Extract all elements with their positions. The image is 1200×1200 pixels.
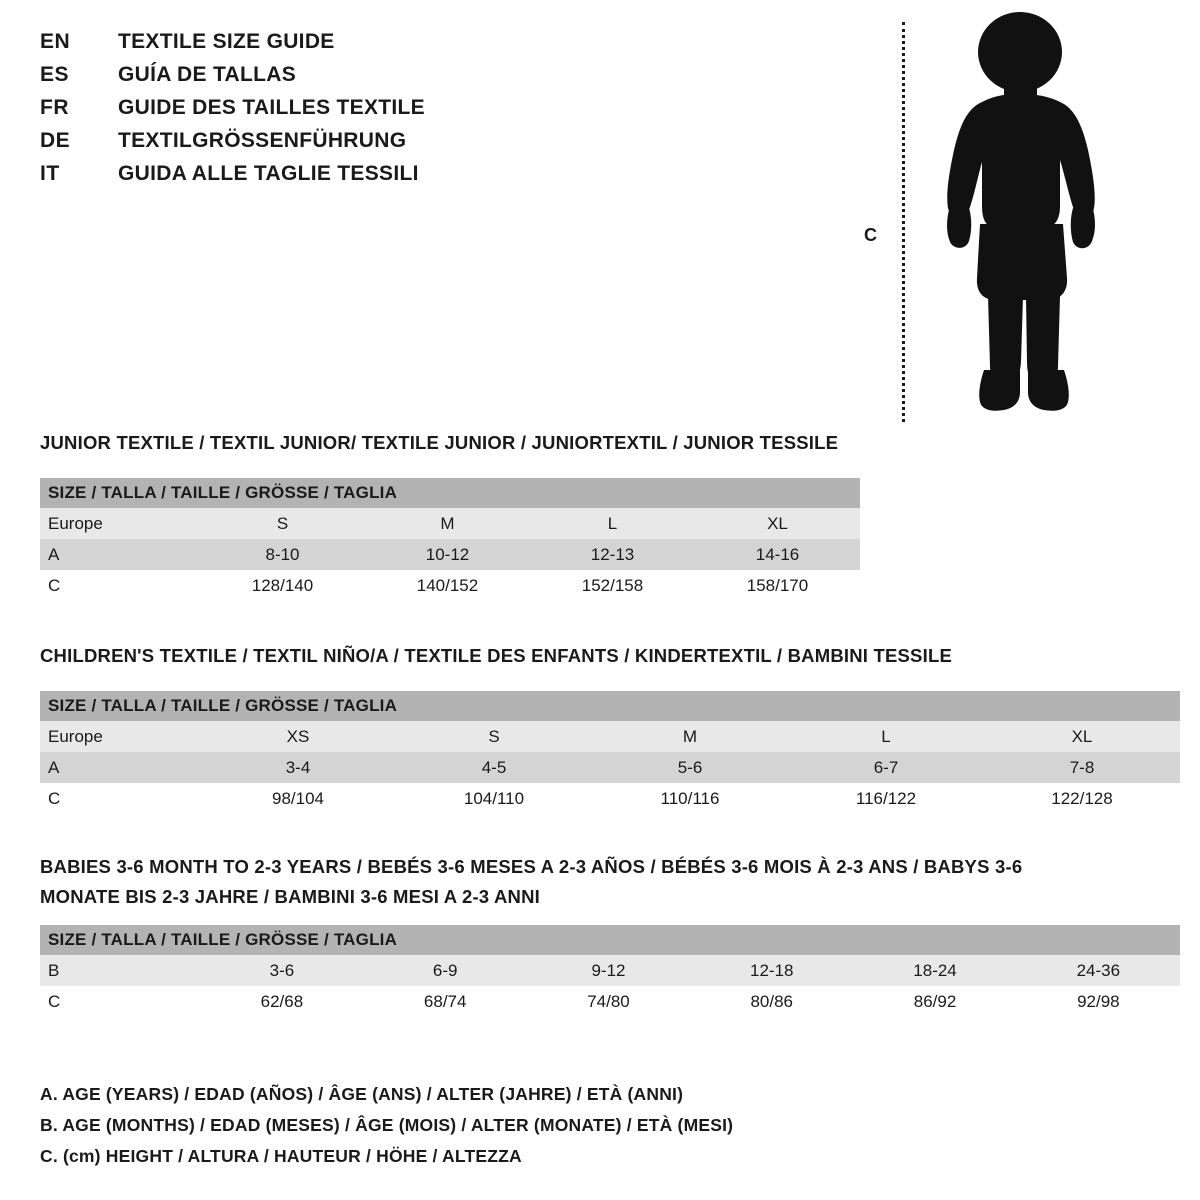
value-cell: 9-12	[527, 955, 690, 986]
value-cell: 104/110	[396, 783, 592, 814]
value-cell: 116/122	[788, 783, 984, 814]
height-marker-label: C	[864, 225, 877, 245]
value-cell: 6-7	[788, 752, 984, 783]
children-header-bar-label: SIZE / TALLA / TAILLE / GRÖSSE / TAGLIA	[40, 691, 1180, 721]
language-row	[40, 30, 740, 63]
table-row	[40, 570, 860, 601]
value-cell: 12-18	[690, 955, 853, 986]
height-dashed-line	[902, 22, 905, 422]
child-figure	[864, 10, 1140, 430]
value-cell: 140/152	[365, 570, 530, 601]
row-label: C	[40, 986, 200, 1017]
table-header-bar	[40, 478, 860, 508]
value-cell: 68/74	[364, 986, 527, 1017]
language-row	[40, 129, 740, 162]
child-silhouette-icon	[920, 10, 1120, 425]
babies-size-table	[40, 925, 1180, 1017]
size-cell: XL	[984, 721, 1180, 752]
language-title: TEXTILGRÖSSENFÜHRUNG	[118, 129, 407, 152]
size-cell: S	[200, 508, 365, 539]
language-title: GUÍA DE TALLAS	[118, 63, 297, 86]
children-size-table	[40, 691, 1180, 814]
table-row	[40, 508, 860, 539]
language-code: ES	[40, 63, 70, 86]
language-code: IT	[40, 162, 60, 185]
value-cell: 24-36	[1017, 955, 1180, 986]
value-cell: 74/80	[527, 986, 690, 1017]
value-cell: 6-9	[364, 955, 527, 986]
size-cell: XL	[695, 508, 860, 539]
language-row	[40, 96, 740, 129]
language-code: EN	[40, 30, 71, 53]
language-title: GUIDE DES TAILLES TEXTILE	[118, 96, 425, 119]
section-title-babies: BABIES 3-6 MONTH TO 2-3 YEARS / BEBÉS 3-6 MESES A 2-3 AÑOS / BÉBÉS 3-6 MOIS À 2-3 ANS / BABYS 3-6 MONATE BIS 2-3 JAHRE / BAMBINI 3-6 MESI A 2-3 ANNI	[40, 856, 1023, 907]
language-title: TEXTILE SIZE GUIDE	[118, 30, 335, 53]
size-cell: S	[396, 721, 592, 752]
value-cell: 86/92	[853, 986, 1016, 1017]
footnotes	[40, 1079, 1140, 1172]
size-cell: M	[365, 508, 530, 539]
row-label: B	[40, 955, 200, 986]
language-header	[40, 30, 740, 195]
junior-header-bar-label: SIZE / TALLA / TAILLE / GRÖSSE / TAGLIA	[40, 478, 860, 508]
section-title-junior: JUNIOR TEXTILE / TEXTIL JUNIOR/ TEXTILE JUNIOR / JUNIORTEXTIL / JUNIOR TESSILE	[40, 432, 839, 453]
table-row	[40, 986, 1180, 1017]
language-row	[40, 63, 740, 96]
table-row	[40, 955, 1180, 986]
language-code: DE	[40, 129, 71, 152]
value-cell: 92/98	[1017, 986, 1180, 1017]
table-row	[40, 721, 1180, 752]
value-cell: 12-13	[530, 539, 695, 570]
babies-header-bar-label: SIZE / TALLA / TAILLE / GRÖSSE / TAGLIA	[40, 925, 1180, 955]
size-cell: XS	[200, 721, 396, 752]
value-cell: 152/158	[530, 570, 695, 601]
value-cell: 14-16	[695, 539, 860, 570]
region-label: Europe	[40, 508, 200, 539]
size-cell: L	[530, 508, 695, 539]
footnote-a: A. AGE (YEARS) / EDAD (AÑOS) / ÂGE (ANS) / ALTER (JAHRE) / ETÀ (ANNI)	[40, 1084, 684, 1104]
row-label: C	[40, 570, 200, 601]
size-cell: L	[788, 721, 984, 752]
value-cell: 110/116	[592, 783, 788, 814]
footnote-c: C. (cm) HEIGHT / ALTURA / HAUTEUR / HÖHE / ALTEZZA	[40, 1146, 522, 1166]
value-cell: 98/104	[200, 783, 396, 814]
value-cell: 122/128	[984, 783, 1180, 814]
value-cell: 7-8	[984, 752, 1180, 783]
value-cell: 128/140	[200, 570, 365, 601]
section-title-children: CHILDREN'S TEXTILE / TEXTIL NIÑO/A / TEXTILE DES ENFANTS / KINDERTEXTIL / BAMBINI TESSILE	[40, 645, 952, 666]
region-label: Europe	[40, 721, 200, 752]
value-cell: 3-6	[200, 955, 363, 986]
table-header-bar	[40, 691, 1180, 721]
row-label: A	[40, 539, 200, 570]
value-cell: 5-6	[592, 752, 788, 783]
row-label: A	[40, 752, 200, 783]
junior-size-table	[40, 478, 860, 601]
language-code: FR	[40, 96, 69, 119]
footnote-b: B. AGE (MONTHS) / EDAD (MESES) / ÂGE (MOIS) / ALTER (MONATE) / ETÀ (MESI)	[40, 1115, 734, 1135]
row-label: C	[40, 783, 200, 814]
value-cell: 80/86	[690, 986, 853, 1017]
value-cell: 3-4	[200, 752, 396, 783]
value-cell: 158/170	[695, 570, 860, 601]
value-cell: 10-12	[365, 539, 530, 570]
value-cell: 18-24	[853, 955, 1016, 986]
table-row	[40, 783, 1180, 814]
size-cell: M	[592, 721, 788, 752]
value-cell: 4-5	[396, 752, 592, 783]
value-cell: 8-10	[200, 539, 365, 570]
language-title: GUIDA ALLE TAGLIE TESSILI	[118, 162, 419, 185]
table-row	[40, 752, 1180, 783]
language-row	[40, 162, 740, 195]
table-header-bar	[40, 925, 1180, 955]
value-cell: 62/68	[200, 986, 363, 1017]
table-row	[40, 539, 860, 570]
